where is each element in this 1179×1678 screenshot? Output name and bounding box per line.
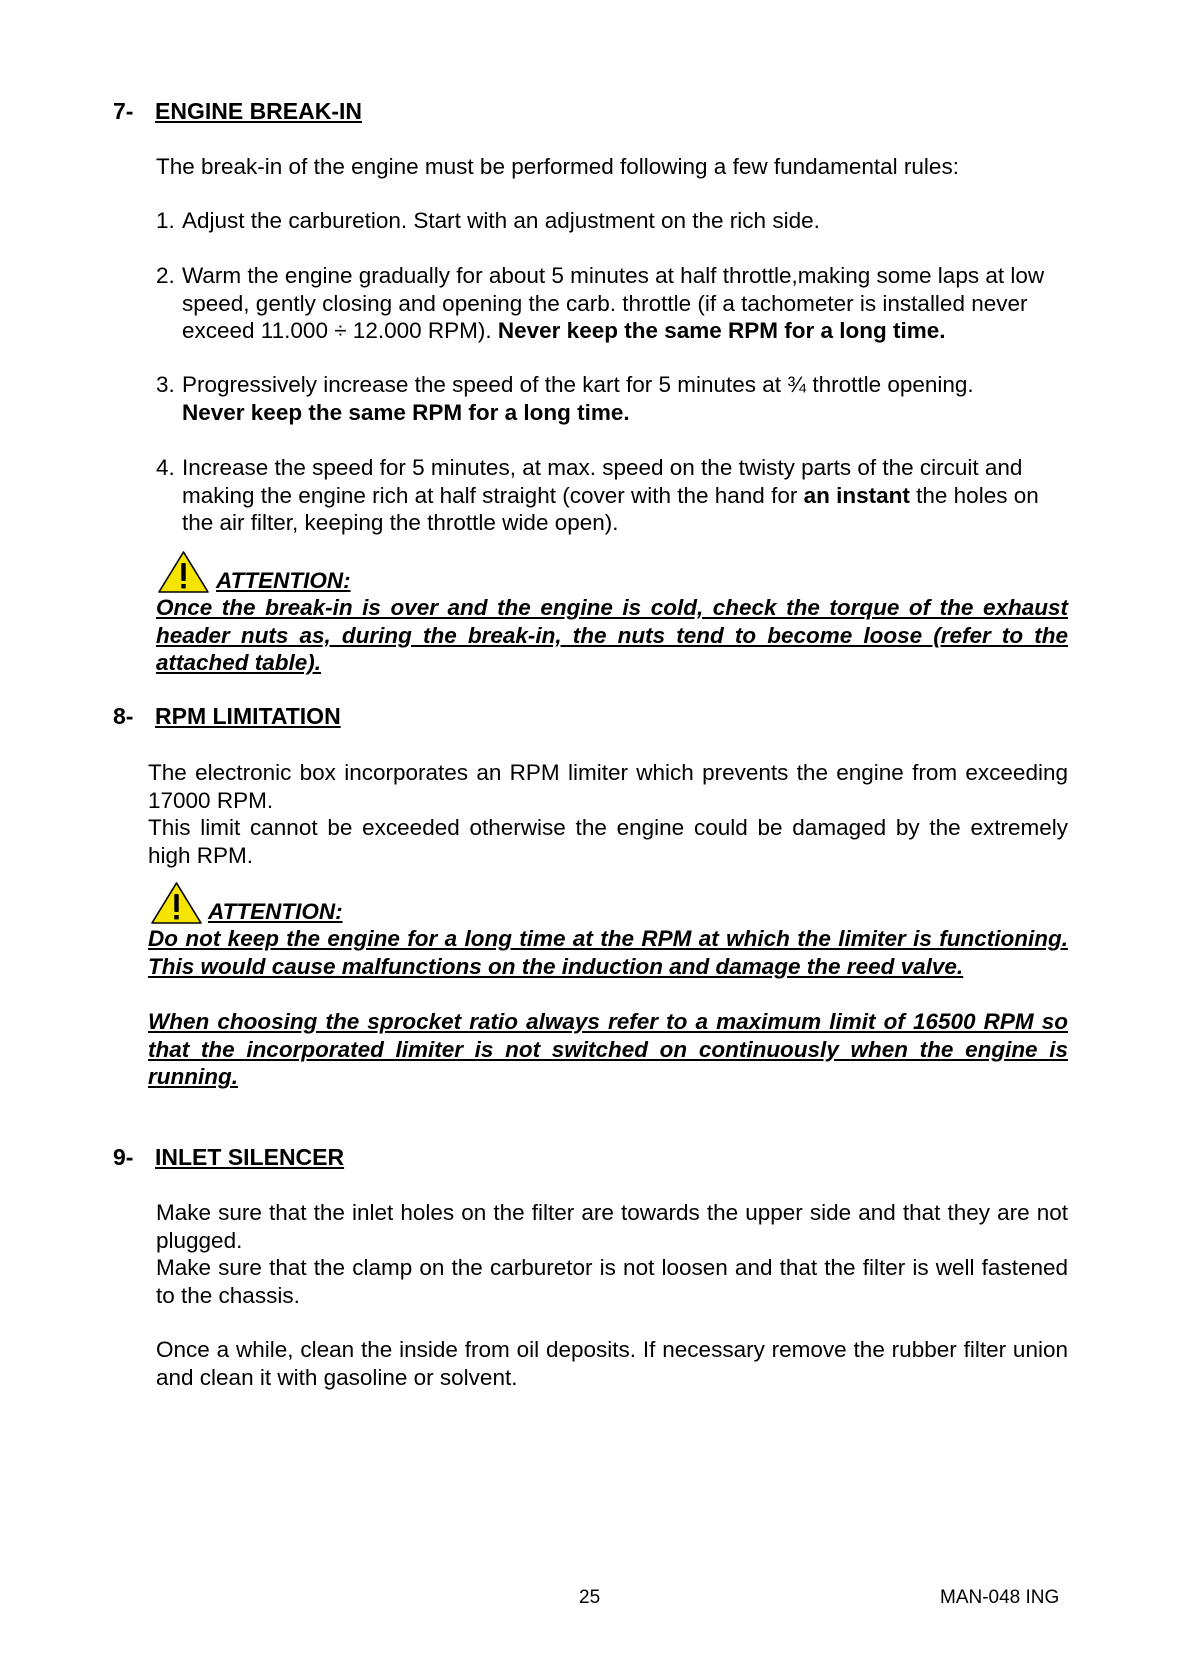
list-item <box>156 262 1076 352</box>
section-7-intro: The break-in of the engine must be performed following a few fundamental rules: <box>156 154 959 179</box>
document-code: MAN-048 ING <box>940 1587 1060 1608</box>
attention-label: ATTENTION: <box>208 899 343 924</box>
section-title: RPM LIMITATION <box>155 703 341 729</box>
list-item-text: Progressively increase the speed of the kart for 5 minutes at ¾ throttle opening. <box>182 372 974 397</box>
section-title: INLET SILENCER <box>155 1144 345 1170</box>
list-item-text: Warm the engine gradually for about 5 minutes at half throttle,making some laps at low speed, gently closing and opening the carb. throttle (if a tachometer is installed never exceed 11.000 ÷ 12.000 RPM). <box>182 263 1045 343</box>
warning-triangle-icon <box>157 550 210 594</box>
list-item-number: 3. <box>156 372 175 397</box>
section-8-paragraph: The electronic box incorporates an RPM limiter which prevents the engine from exceeding 17000 RPM. <box>148 760 1068 813</box>
section-number: 7- <box>113 98 134 124</box>
list-item-number: 2. <box>156 263 175 288</box>
section-9-paragraph: Make sure that the inlet holes on the filter are towards the upper side and that they are not plugged. <box>156 1200 1068 1253</box>
attention-text: When choosing the sprocket ratio always refer to a maximum limit of 16500 RPM so that the incorporated limiter is not switched on continuously when the engine is running. <box>148 1009 1068 1089</box>
page-number: 25 <box>579 1587 601 1608</box>
list-item-emphasis: Never keep the same RPM for a long time. <box>497 318 946 343</box>
list-item-content <box>182 454 1076 537</box>
list-item-content <box>182 371 1052 426</box>
list-item <box>156 454 1076 544</box>
section-9-paragraph: Make sure that the clamp on the carburetor is not loosen and that the filter is well fastened to the chassis. <box>156 1255 1068 1308</box>
list-item <box>156 371 1076 431</box>
list-item-content <box>182 262 1076 345</box>
list-item-number: 4. <box>156 455 175 480</box>
section-9-heading <box>113 1144 513 1174</box>
list-item-text: the holes on the air filter, keeping the throttle wide open). <box>182 482 1039 535</box>
section-number: 8- <box>113 703 134 729</box>
list-item-emphasis: an instant <box>803 482 910 508</box>
attention-text: Once the break-in is over and the engine is cold, check the torque of the exhaust header nuts as, during the break-in, the nuts tend to become loose (refer to the attached table). <box>156 595 1068 675</box>
list-item-number: 1. <box>156 208 175 233</box>
attention-label: ATTENTION: <box>216 568 351 593</box>
section-8-heading <box>113 703 513 733</box>
section-8-paragraph: This limit cannot be exceeded otherwise the engine could be damaged by the extremely high RPM. <box>148 815 1068 868</box>
list-item-emphasis: Never keep the same RPM for a long time. <box>182 399 630 425</box>
attention-text: Do not keep the engine for a long time at the RPM at which the limiter is functioning. This would cause malfunctions on the induction and damage the reed valve. <box>148 926 1068 979</box>
section-7-heading <box>113 98 513 128</box>
section-9-paragraph: Once a while, clean the inside from oil deposits. If necessary remove the rubber filter union and clean it with gasoline or solvent. <box>156 1337 1068 1390</box>
section-number: 9- <box>113 1144 134 1170</box>
list-item-text: Adjust the carburetion. Start with an adjustment on the rich side. <box>182 208 820 233</box>
list-item-text: Increase the speed for 5 minutes, at max. speed on the twisty parts of the circuit and making the engine rich at half straight (cover with the hand for <box>182 455 1023 508</box>
warning-triangle-icon <box>150 881 203 925</box>
section-title: ENGINE BREAK-IN <box>155 98 363 124</box>
